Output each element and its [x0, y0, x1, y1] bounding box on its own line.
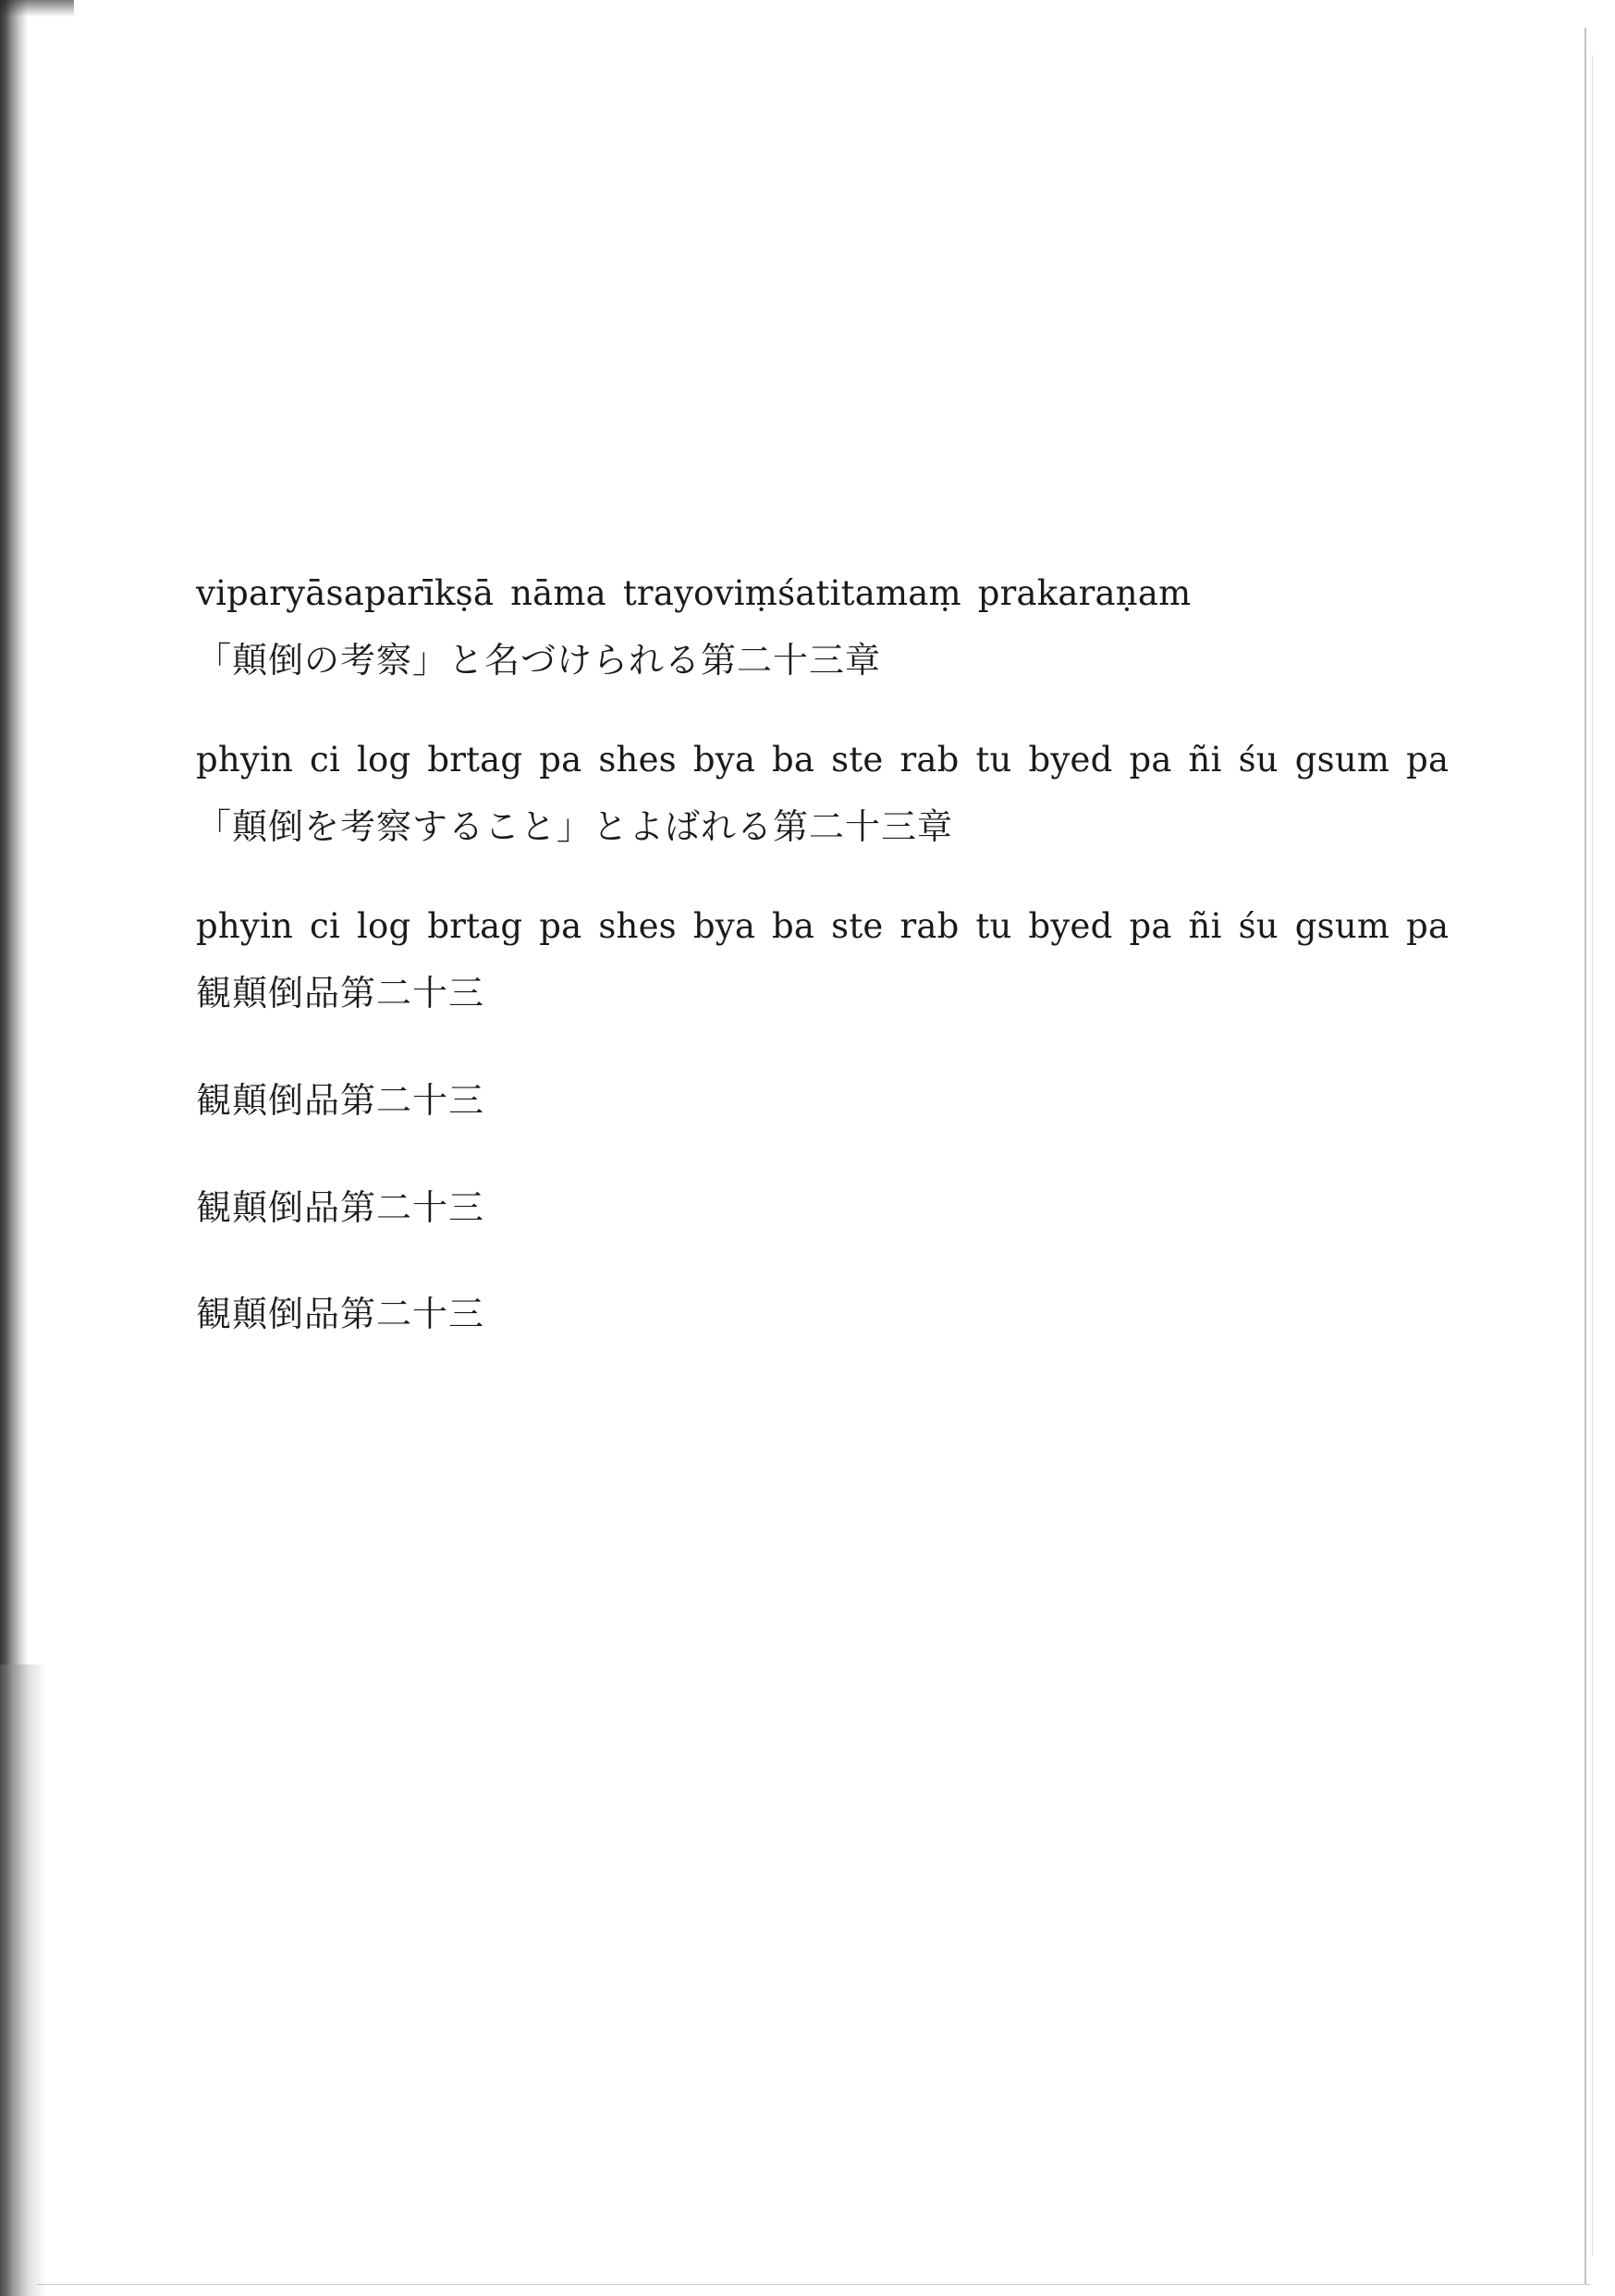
japanese-translation-sanskrit: 「顛倒の考察」と名づけられる第二十三章	[196, 640, 882, 681]
scan-bottom-edge	[37, 2284, 1590, 2285]
chapter-titles	[196, 573, 1490, 1336]
scan-right-edge	[1584, 28, 1586, 2284]
scan-right-edge-inner	[1592, 55, 1593, 2256]
chinese-title-repeat-2: 観顛倒品第二十三	[196, 1186, 485, 1228]
tibetan-title-repeat: phyin ci log brtag pa shes bya ba ste rab tu byed pa ñi śu gsum pa	[196, 905, 1450, 946]
chinese-title: 観顛倒品第二十三	[196, 973, 485, 1014]
japanese-translation-tibetan: 「顛倒を考察すること」とよばれる第二十三章	[196, 806, 954, 848]
tibetan-title: phyin ci log brtag pa shes bya ba ste rab tu byed pa ñi śu gsum pa	[196, 739, 1450, 780]
scan-corner-shadow	[0, 0, 74, 17]
scan-binding-shadow-lower	[0, 1664, 46, 2296]
sanskrit-title: viparyāsaparīkṣā nāma trayoviṃśatitamaṃ prakaraṇam	[196, 573, 1192, 613]
chinese-title-repeat-3: 観顛倒品第二十三	[196, 1294, 485, 1335]
chinese-title-repeat-1: 観顛倒品第二十三	[196, 1079, 485, 1121]
